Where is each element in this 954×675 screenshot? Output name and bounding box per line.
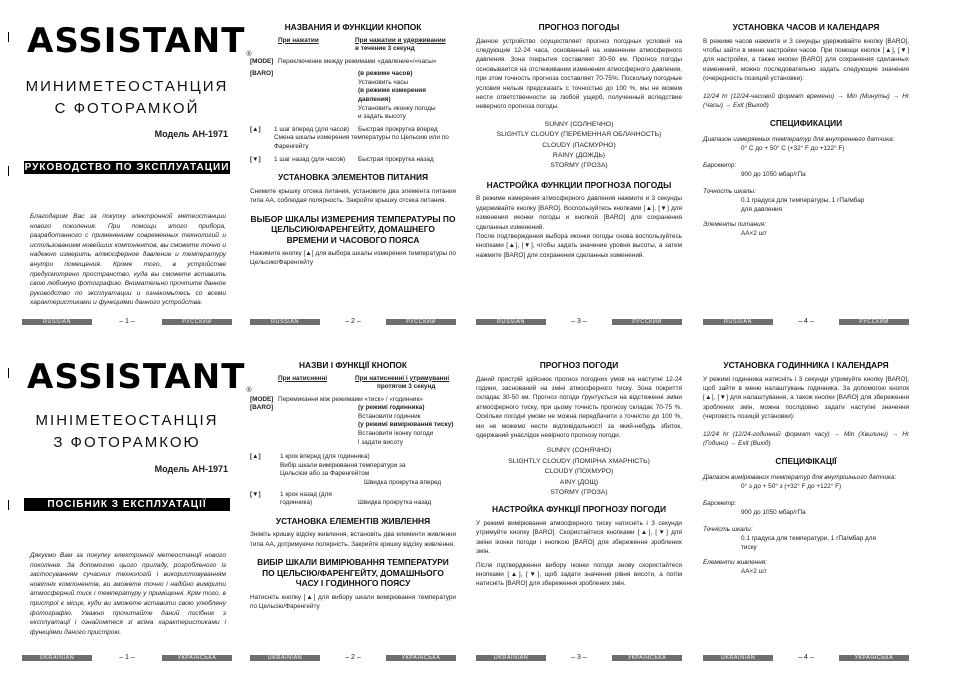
- spec-list: [703, 473, 909, 576]
- intro-text: Благодарим Вас за покупку электронной метеостанции нового поколения. При помощи этого прибора, разработанного с применением современных технологий и использованием новейших компонентов, вы сможете точно и надежно измерить атмосферное давление и температуру внутри помещения. Кроме того, в устройстве предусмотрено пространство, куда вы сможете вставить свою любимую фотографию. Внимательно прочтите данное руководство по эксплуатации и ознакомьтесь со всеми характеристиками и функциями данного устройства.: [30, 213, 226, 307]
- ua-buttons-page: [250, 360, 456, 666]
- down-press: 1 крок назад (для годинника): [280, 490, 332, 507]
- up-hold: Быстрая прокрутка вперед: [358, 125, 438, 133]
- section-heading: ПРОГНОЗ ПОГОДИ: [539, 360, 619, 370]
- spec-label: Элементы питания:: [703, 220, 766, 228]
- section-heading: УСТАНОВКА ГОДИННИКА І КАЛЕНДАРЯ: [723, 360, 889, 370]
- body-text: У режимі вимірювання атмосферного тиску натисніть і 3 секунди утримуйте кнопку [BARO]. Скористайтеся кнопками [▲], [▼] для зміни іконки погоди і кнопкою [BARO] для збереження зроблених змін.: [476, 519, 682, 556]
- page-number: – 3 –: [571, 318, 587, 325]
- baro-action-3: і задати висоту: [358, 438, 403, 446]
- ru-clock-page: [703, 22, 909, 330]
- baro-mode-1: (у режимі годинника): [358, 404, 425, 412]
- col-press: При нажатии: [278, 36, 319, 44]
- page-number: – 3 –: [571, 654, 587, 661]
- setting-sequence: 12/24 hr (12/24-годинний формат часу) → Min (Хвилини) → Hr (Години) → Exit (Вихід): [703, 430, 909, 447]
- spec-value: тиску: [741, 543, 757, 551]
- cover-title: [22, 76, 232, 120]
- spec-value: AA×2 шт: [741, 567, 767, 575]
- footer-lang-local: РУССКИЙ: [162, 319, 232, 325]
- list-item: RAINY (ДОЖДЬ): [552, 151, 606, 159]
- list-item: SLIGHTLY CLOUDY (ПОМІРНА ХМАРНІСТЬ): [508, 457, 650, 465]
- table-row: [250, 396, 456, 405]
- brand-logo: [27, 21, 252, 61]
- table-row: [250, 453, 456, 487]
- page-footer: [22, 317, 232, 326]
- mode-function: Перемикання між режимами «тиск» / «годинник»: [278, 395, 423, 403]
- spec-value: 900 до 1050 мбар/гПа: [741, 508, 806, 516]
- up-scale: Вибір шкали вимірювання температури за Цельсієм або за Фаренгейтом: [280, 461, 406, 478]
- cover-title-line2: З ФОТОРАМКОЮ: [53, 434, 201, 451]
- page-number: – 2 –: [345, 318, 361, 325]
- footer-lang: UKRAINIAN: [476, 655, 546, 661]
- key-down: [▼]: [250, 155, 261, 163]
- section-heading: ВИБІР ШКАЛИ ВИМІРЮВАННЯ ТЕМПЕРАТУРИ ПО ЦЕЛЬСІЮ/ФАРЕНГЕЙТУ, ДОМАШНЬОГО ЧАСУ І ГОДИННОГО ПОЯСУ: [257, 557, 449, 589]
- body-text: После подтверждения выбора иконки погоды снова воспользуйтесь кнопками [▲], [▼], чтобы задать значение уровня высоты, а затем нажмите [BARO] для сохранения сделанных изменений.: [476, 232, 682, 259]
- page-number: – 4 –: [798, 654, 814, 661]
- section-heading: НАСТРОЙКА ФУНКЦИИ ПРОГНОЗА ПОГОДЫ: [486, 179, 672, 190]
- spec-label: Барометр:: [703, 499, 737, 507]
- body-text: Натисніть кнопку [▲] для вибору шкали вимірювання температури по Цельсію/Фаренгейту: [250, 593, 456, 611]
- col-hold-2: протягом 3 секунд: [377, 383, 436, 391]
- brand-name: ASSISTANT: [27, 21, 246, 61]
- cover-title-line2: С ФОТОРАМКОЙ: [54, 100, 200, 117]
- key-up: [▲]: [250, 125, 261, 133]
- col-hold-2: в течение 3 секунд: [355, 45, 415, 53]
- spec-value: для давления: [741, 205, 783, 213]
- brand-name: ASSISTANT: [27, 357, 246, 397]
- baro-mode-2: (у режимі вимірювання тиску): [358, 421, 454, 429]
- key-mode: [MODE]: [250, 57, 274, 65]
- registered-mark: ®: [246, 387, 252, 394]
- intro-text: Дякуємо Вам за покупку електронної метеостанції нового покоління. За допомогою цього приладу, розробленого із застосуванням сучасних технологій і використовуванням новітніх компонентів, ви зможете точно і надійно вимірити атмосферний тиск і температуру у приміщенні. Крім того, в пристрої є місце, куди ви зможете вставити свою улюблену фотографію. Уважно прочитайте даний посібник з експлуатації і ознайомтеся зі всіма характеристиками і функціями даного пристрою.: [30, 552, 226, 636]
- baro-action-1: Установить часы: [358, 78, 408, 86]
- list-item: SLIGHTLY CLOUDY (ПЕРЕМЕННАЯ ОБЛАЧНОСТЬ): [496, 131, 662, 139]
- footer-lang: RUSSIAN: [476, 319, 546, 325]
- page-number: – 1 –: [119, 318, 135, 325]
- spec-value: 0.1 градуса для температуры, 1 гПа/мбар: [741, 196, 865, 204]
- up-hold: Швидка прокрутка вперед: [364, 479, 442, 487]
- table-row: [250, 156, 456, 165]
- ru-buttons-page: [250, 22, 456, 330]
- key-baro: [BARO]: [250, 70, 274, 78]
- spec-value: 0° C до + 50° C (+32° F до +122° F): [741, 144, 845, 152]
- button-table-header: [250, 375, 456, 392]
- ua-cover-page: [22, 354, 252, 666]
- crop-mark: [8, 166, 9, 176]
- spec-label: Барометр:: [703, 161, 737, 169]
- model-number: Модель AH-1971: [154, 129, 228, 139]
- spec-value: AA×2 шт: [741, 229, 767, 237]
- footer-lang-local: УКРАЇНСЬКА: [839, 655, 909, 661]
- baro-mode-2: (в режиме измерения давления): [358, 87, 426, 104]
- body-text: У режимі годинника натисніть і 3 секунди утримуйте кнопку [BARO], щоб зайти в меню налаштувань годинника. За допомогою кнопок [▲], [▼] для налаштування, а також кнопки [BARO] для збереження зроблених змін, можна послідовно задати наступні значення (черговість позицій установки):: [703, 375, 909, 421]
- ua-forecast-page: [476, 360, 682, 666]
- col-hold: При натисненні і утримуванні: [355, 374, 450, 382]
- page-footer: [22, 653, 232, 662]
- list-item: SUNNY (СОЛНЕЧНО): [544, 120, 614, 128]
- mode-function: Переключение между режимами «давление»/«часы»: [278, 57, 437, 65]
- crop-mark: [8, 368, 9, 378]
- spec-label: Диапазон измеряемых температур для внутреннего датчика:: [703, 135, 895, 143]
- footer-lang: RUSSIAN: [703, 319, 773, 325]
- baro-mode-1: (в режиме часов): [358, 70, 413, 78]
- footer-lang: UKRAINIAN: [250, 655, 320, 661]
- page-number: – 4 –: [798, 318, 814, 325]
- section-heading: УСТАНОВКА ЭЛЕМЕНТОВ ПИТАНИЯ: [277, 172, 429, 183]
- key-up: [▲]: [250, 453, 261, 461]
- page-footer: [703, 653, 909, 662]
- spec-value: 0.1 градуса для температури, 1 гПа/мбар для: [741, 534, 876, 542]
- ru-cover-page: [22, 18, 252, 330]
- page-footer: [476, 317, 682, 326]
- manual-band: РУКОВОДСТВО ПО ЭКСПЛУАТАЦИИ: [24, 162, 230, 173]
- section-heading: СПЕЦИФІКАЦІЇ: [775, 456, 837, 467]
- manual-band: ПОСІБНИК З ЕКСПЛУАТАЦІЇ: [24, 498, 230, 511]
- col-press: При натисненні: [278, 374, 328, 382]
- page-number: – 2 –: [345, 654, 361, 661]
- baro-action-1: Встановити годинник: [358, 412, 421, 420]
- page-number: – 1 –: [119, 654, 135, 661]
- up-press: 1 крок вперед (для годинника): [280, 453, 370, 461]
- ru-forecast-page: [476, 22, 682, 330]
- footer-lang: RUSSIAN: [22, 319, 92, 325]
- section-heading: УСТАНОВКА ЧАСОВ И КАЛЕНДАРЯ: [732, 22, 880, 32]
- baro-action-2: Установить иконку погоды: [358, 104, 436, 112]
- spec-label: Точність шкали:: [703, 525, 753, 533]
- section-heading: НАЗВИ І ФУНКЦІЇ КНОПОК: [299, 360, 407, 370]
- registered-mark: ®: [246, 51, 252, 58]
- footer-lang-local: РУССКИЙ: [839, 319, 909, 325]
- down-hold: Быстрая прокрутка назад: [358, 155, 434, 163]
- up-scale: Смена шкалы измерения температуры по Цельсию или по Фаренгейту: [274, 134, 449, 151]
- setting-sequence: 12/24 hr (12/24-часовой формат времени) → Min (Минуты) → Hr (Часы) → Exit (Выход): [703, 92, 909, 109]
- list-item: SUNNY (СОНЯЧНО): [546, 447, 612, 455]
- section-heading: НАЗВАНИЯ И ФУНКЦИИ КНОПОК: [284, 22, 422, 32]
- cover-title-line1: МІНІМЕТЕОСТАНЦІЯ: [35, 412, 219, 429]
- down-hold: Швидка прокрутка назад: [358, 498, 432, 506]
- cover-title: [22, 410, 232, 454]
- body-text: Нажимите кнопку [▲] для выбора шкалы измерения температуры по Цельсию/Фаренгейту: [250, 250, 456, 267]
- crop-mark: [8, 500, 9, 510]
- ua-clock-page: [703, 360, 909, 666]
- body-text: Снимите крышку отсека питания, установите два элемента питания типа AA, соблюдая полярность. Закройте крышку отсека питания.: [250, 187, 456, 205]
- section-heading: ПРОГНОЗ ПОГОДЫ: [538, 22, 620, 32]
- footer-lang-local: УКРАЇНСЬКА: [162, 655, 232, 661]
- spec-value: 0° з до + 50° з (+32° F до +122° F): [741, 482, 842, 490]
- spec-label: Точность шкалы:: [703, 187, 756, 195]
- footer-lang-local: РУССКИЙ: [386, 319, 456, 325]
- key-baro: [BARO]: [250, 404, 274, 412]
- spec-label: Елементи живлення:: [703, 558, 767, 566]
- baro-action-2: Встановити іконку погоди: [358, 430, 434, 438]
- weather-list: [476, 120, 682, 172]
- page-footer: [250, 653, 456, 662]
- table-row: [250, 70, 456, 122]
- footer-lang: UKRAINIAN: [703, 655, 773, 661]
- spec-label: Діапазон вимірюваних температур для внутрішнього датчика:: [703, 473, 897, 481]
- body-text: Даний пристрій здійснює прогноз погодних умов на наступні 12-24 години, заснований на зміні атмосферного тиску. Зона покриття складає 30-50 км. Прогноз погоди ґрунтується на відстеженні зміни атмосферного тиску, при цьому точність прогнозу складає 70-75 %. Оскільки погодні умови не можна передбачити з точністю до 100 %, ми не можемо нести відповідальності за який-небудь збиток, одержаний унаслідок невірного прогнозу погоди.: [476, 375, 682, 439]
- footer-lang-local: УКРАЇНСЬКА: [386, 655, 456, 661]
- body-text: Після підтвердження вибору іконки погоди знову скористайтеся кнопками [▲], [▼], щоб задати значення рівня висоти, а потім натисніть [BARO] для збереження зроблених змін.: [476, 561, 682, 588]
- crop-mark: [8, 32, 9, 42]
- table-row: [250, 404, 456, 447]
- section-heading: НАСТРОЙКА ФУНКЦІЇ ПРОГНОЗУ ПОГОДИ: [492, 504, 666, 515]
- footer-lang: RUSSIAN: [250, 319, 320, 325]
- baro-action-3: и задать высоту: [358, 113, 406, 121]
- model-number: Модель AH-1971: [154, 464, 228, 474]
- cover-title-line1: МИНИМЕТЕОСТАНЦИЯ: [25, 78, 229, 95]
- down-press: 1 шаг назад (для часов): [274, 155, 346, 163]
- key-down: [▼]: [250, 490, 261, 498]
- table-row: [250, 491, 456, 508]
- brand-logo: [27, 357, 252, 397]
- page-footer: [250, 317, 456, 326]
- footer-lang: UKRAINIAN: [22, 655, 92, 661]
- section-heading: СПЕЦИФИКАЦИИ: [769, 118, 843, 129]
- key-mode: [MODE]: [250, 395, 274, 403]
- list-item: CLOUDY (ПАСМУРНО): [542, 141, 616, 149]
- section-heading: УСТАНОВКА ЕЛЕМЕНТІВ ЖИВЛЕННЯ: [275, 515, 431, 526]
- footer-lang-local: РУССКИЙ: [612, 319, 682, 325]
- body-text: В режиме измерения атмосферного давления нажмите и 3 секунды удерживайте кнопку [BARO]. Воспользуйтесь кнопками [▲], [▼] для изменения иконки погоды и кнопкой [BARO] для сохранения сделанных изменений.: [476, 195, 682, 231]
- up-press: 1 шаг вперед (для часов): [274, 125, 350, 133]
- page-footer: [476, 653, 682, 662]
- table-row: [250, 126, 456, 135]
- col-hold: При нажатии и удерживании: [355, 36, 446, 44]
- table-row: [250, 58, 456, 67]
- list-item: STORMY (ГРОЗА): [550, 488, 608, 496]
- footer-lang-local: УКРАЇНСЬКА: [612, 655, 682, 661]
- page-footer: [703, 317, 909, 326]
- list-item: AINY (ДОЩ): [559, 478, 599, 486]
- spec-value: 900 до 1050 мбар/гПа: [741, 170, 806, 178]
- list-item: CLOUDY (ПОХМУРО): [544, 468, 614, 476]
- body-text: В режиме часов нажмите и 3 секунды удерживайте кнопку [BARO], чтобы зайти в меню настройки часов. При помощи кнопок [▲], [▼] для настройки, а также кнопки [BARO] для сохранения сделанных изменений, можно последовательно задать следующие значения (очередность позиций установки):: [703, 37, 909, 83]
- body-text: Зніміть кришку відсіку живлення, встановіть два елементи живлення типа AA, дотримуючи полярність. Закрийте кришку відсіку живлення.: [250, 531, 456, 548]
- body-text: Данное устройство осуществляет прогноз погодных условий на следующие 12-24 часа, основанный на изменении атмосферного давления. Зона покрытия составляет 30-50 км. Прогноз погоды основывается на отслеживании изменения атмосферного давления, при этом точность прогноза составляет 70-75%. Поскольку погодные условия нельзя предсказать с точностью до 100 %, мы не можем нести ответственности за любой ущерб, полученный вследствие неверного прогноза погоды.: [476, 37, 682, 111]
- list-item: STORMY (ГРОЗА): [550, 162, 608, 170]
- spec-list: [703, 135, 909, 238]
- button-table-header: [250, 37, 456, 54]
- weather-list: [476, 446, 682, 498]
- section-heading: ВЫБОР ШКАЛЫ ИЗМЕРЕНИЯ ТЕМПЕРАТУРЫ ПО ЦЕЛЬСИЮ/ФАРЕНГЕЙТУ, ДОМАШНЕГО ВРЕМЕНИ И ЧАСОВОГО ПОЯСА: [250, 213, 456, 245]
